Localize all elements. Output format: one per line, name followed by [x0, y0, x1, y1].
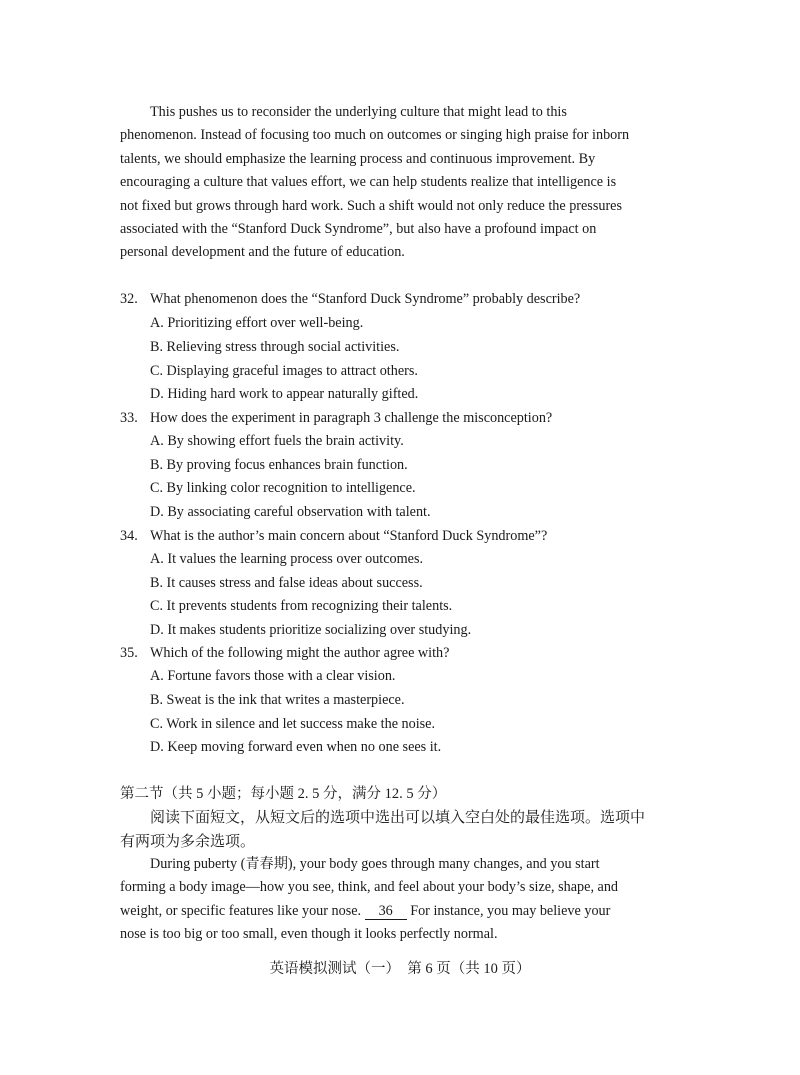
option-33-d: D. By associating careful observation with talent. — [150, 504, 431, 520]
question-stem: Which of the following might the author agree with? — [150, 645, 450, 661]
cloze-line: forming a body image—how you see, think, and feel about your body’s size, shape, and — [120, 879, 619, 896]
option-33-a: A. By showing effort fuels the brain activity. — [150, 433, 404, 449]
option-32-b: B. Relieving stress through social activities. — [150, 339, 400, 355]
question-34 — [120, 525, 680, 548]
option-35-b: B. Sweat is the ink that writes a masterpiece. — [150, 692, 405, 708]
question-stem: How does the experiment in paragraph 3 challenge the misconception? — [150, 410, 553, 426]
passage-line: not fixed but grows through hard work. Such a shift would not only reduce the pressures — [120, 197, 622, 214]
passage-line: encouraging a culture that values effort, we can help students realize that intelligence is — [120, 174, 617, 191]
option-32-d: D. Hiding hard work to appear naturally gifted. — [150, 386, 419, 402]
cloze-line: weight, or specific features like your nose. 36 For instance, you may believe your — [120, 902, 611, 919]
cloze-line: During puberty (青春期), your body goes through many changes, and you start — [150, 856, 600, 872]
option-35-d: D. Keep moving forward even when no one sees it. — [150, 739, 442, 755]
cloze-line: nose is too big or too small, even though it looks perfectly normal. — [120, 926, 498, 943]
instruction-line: 阅读下面短文，从短文后的选项中选出可以填入空白处的最佳选项。选项中 — [150, 810, 646, 826]
instruction-line: 有两项为多余选项。 — [120, 834, 256, 850]
question-35 — [120, 642, 680, 665]
option-34-c: C. It prevents students from recognizing their talents. — [150, 598, 453, 614]
question-33 — [120, 407, 680, 430]
cloze-passage — [120, 853, 680, 947]
section-heading: 第二节（共 5 小题；每小题 2. 5 分，满分 12. 5 分） — [120, 786, 447, 802]
question-stem: What is the author’s main concern about “Stanford Duck Syndrome”? — [150, 528, 548, 544]
question-32 — [120, 288, 680, 311]
passage-line: talents, we should emphasize the learning process and continuous improvement. By — [120, 150, 596, 167]
option-32-c: C. Displaying graceful images to attract others. — [150, 363, 418, 379]
option-34-a: A. It values the learning process over outcomes. — [150, 551, 424, 567]
question-number: 35. — [120, 645, 138, 661]
option-35-a: A. Fortune favors those with a clear vision. — [150, 668, 396, 684]
question-stem: What phenomenon does the “Stanford Duck Syndrome” probably describe? — [150, 291, 581, 307]
question-number: 34. — [120, 528, 138, 544]
question-number: 33. — [120, 410, 138, 426]
option-34-b: B. It causes stress and false ideas about success. — [150, 575, 423, 591]
blank-36[interactable]: 36 — [365, 903, 407, 920]
passage-line: This pushes us to reconsider the underlying culture that might lead to this — [150, 104, 567, 120]
passage-line: phenomenon. Instead of focusing too much on outcomes or singing high praise for inborn — [120, 127, 630, 144]
passage-line: personal development and the future of education. — [120, 244, 405, 261]
option-35-c: C. Work in silence and let success make the noise. — [150, 716, 436, 732]
option-33-b: B. By proving focus enhances brain function. — [150, 457, 408, 473]
passage-paragraph — [120, 101, 680, 265]
section-instructions — [120, 806, 680, 854]
question-number: 32. — [120, 291, 138, 307]
option-32-a: A. Prioritizing effort over well-being. — [150, 315, 364, 331]
option-34-d: D. It makes students prioritize socializing over studying. — [150, 622, 472, 638]
passage-line: associated with the “Stanford Duck Syndrome”, but also have a profound impact on — [120, 221, 597, 238]
option-33-c: C. By linking color recognition to intelligence. — [150, 480, 416, 496]
page-footer: 英语模拟测试（一） 第 6 页（共 10 页） — [269, 961, 531, 977]
